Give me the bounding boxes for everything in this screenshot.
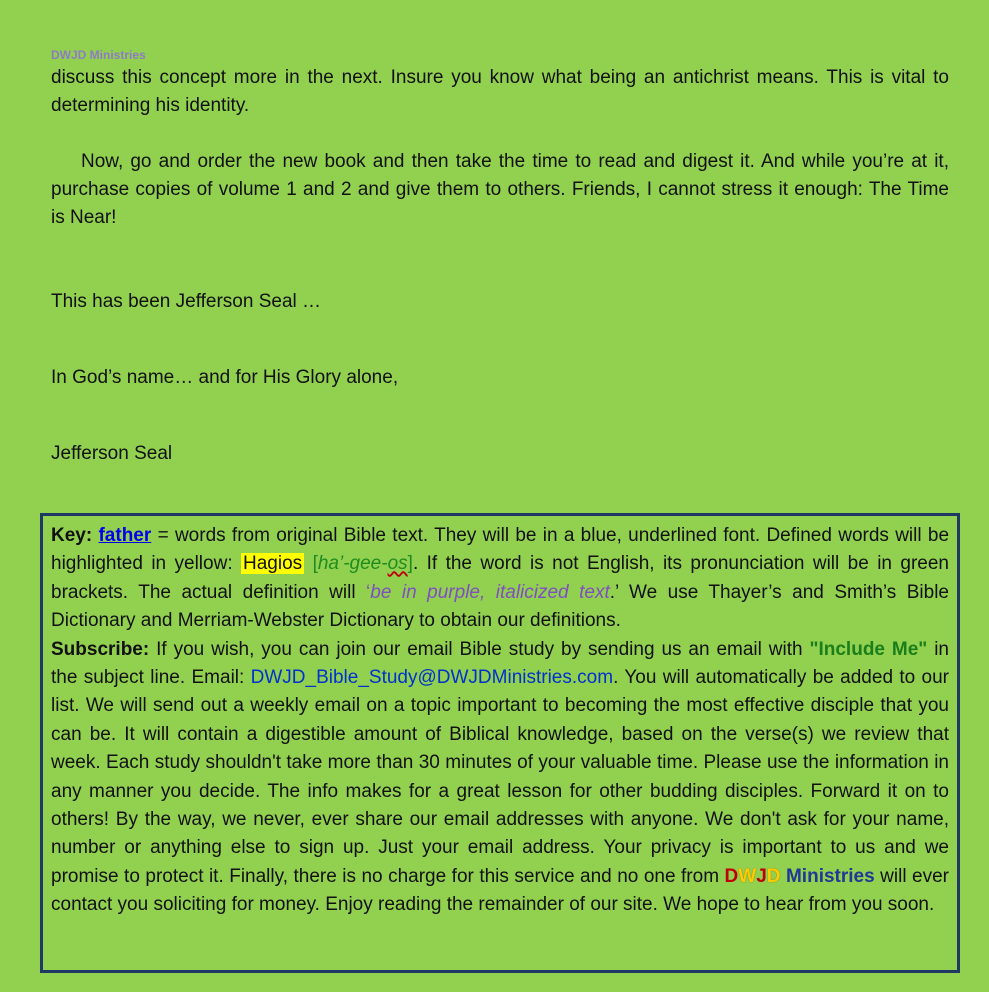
paragraph-gap (51, 316, 949, 364)
key-text-2: . If the word is not English, its pronunciation will be in green brackets. The actual definition will (51, 553, 949, 603)
subscribe-label: Subscribe: (51, 638, 150, 660)
brand-letter-d: D (724, 865, 739, 887)
key-text-3: We use Thayer’s and Smith’s Bible Dictionary and Merriam-Webster Dictionary to obtain our definitions. (51, 581, 949, 632)
include-me-phrase: "Include Me" (809, 638, 928, 660)
key-paragraph (51, 522, 949, 636)
key-label: Key: (51, 525, 93, 546)
definition-quote-close: .’ (609, 581, 619, 603)
paragraph-gap (51, 392, 949, 440)
brand-letter-j: J (756, 865, 767, 887)
brand-letter-d2: D (766, 865, 781, 887)
signoff-line-2: In God’s name… and for His Glory alone, (51, 367, 399, 388)
document-page (51, 48, 949, 468)
signoff-line-1: This has been Jefferson Seal … (51, 291, 322, 312)
subscribe-text-4: will ever contact you soliciting for money. Enjoy reading the remainder of our site. We hope to hear from you soon. (51, 865, 950, 916)
pronunciation-main: ha’-gee- (317, 553, 388, 575)
subscribe-paragraph (51, 636, 949, 920)
definition-sample: be in purple, italicized text (370, 581, 610, 603)
pronunciation-tail: os (387, 553, 408, 575)
subscribe-text-1: If you wish, you can join our email Bible study by sending us an email with (149, 638, 810, 660)
paragraph-gap (51, 280, 949, 288)
key-text-1: = words from original Bible text. They will be in a blue, underlined font. Defined words will be highlighted in yellow: (51, 525, 950, 575)
highlighted-word: Hagios (243, 553, 303, 575)
brand-ministries: Ministries (785, 865, 875, 887)
pronunciation-bracket-open: [ (304, 553, 318, 575)
sample-bible-word-link[interactable]: father (98, 525, 152, 546)
paragraph-gap (51, 232, 949, 280)
signoff-line-3: Jefferson Seal (51, 443, 173, 464)
body-paragraph-1: discuss this concept more in the next. Insure you know what being an antichrist means. This is vital to determining his identity. (51, 67, 949, 116)
definition-quote-open: ‘ (366, 581, 371, 603)
subscribe-text-2: in the subject line. Email: (51, 638, 949, 689)
body-paragraph-2: Now, go and order the new book and then take the time to read and digest it. And while you’re at it, purchase copies of volume 1 and 2 and give them to others. Friends, I cannot stress it enough: The Time is Near! (51, 151, 949, 228)
subscribe-email-link[interactable]: DWJD_Bible_Study@DWJDMinistries.com (250, 667, 614, 689)
subscribe-text-3: . You will automatically be added to our list. We will send out a weekly email on a topic important to becoming the most effective disciple that you can be. It will contain a digestible amount of Biblical knowledge, based on the verse(s) we review that week. Each study shouldn't take more than 30 minutes of your valuable time. Please use the information in any manner you decide. The info makes for a great lesson for other budding disciples. Forward it on to others! By the way, we never, ever share our email addresses with anyone. We don't ask for your name, number or anything else to sign up. Just your email address. Your privacy is important to us and we promise to protect it. Finally, there is no charge for this service and no one from (51, 667, 950, 887)
key-info-box (40, 513, 960, 973)
paragraph-gap (51, 120, 949, 148)
page-header: DWJD Ministries (51, 48, 146, 62)
brand-letter-w: W (738, 865, 757, 887)
pronunciation-bracket-close: ] (407, 553, 413, 575)
